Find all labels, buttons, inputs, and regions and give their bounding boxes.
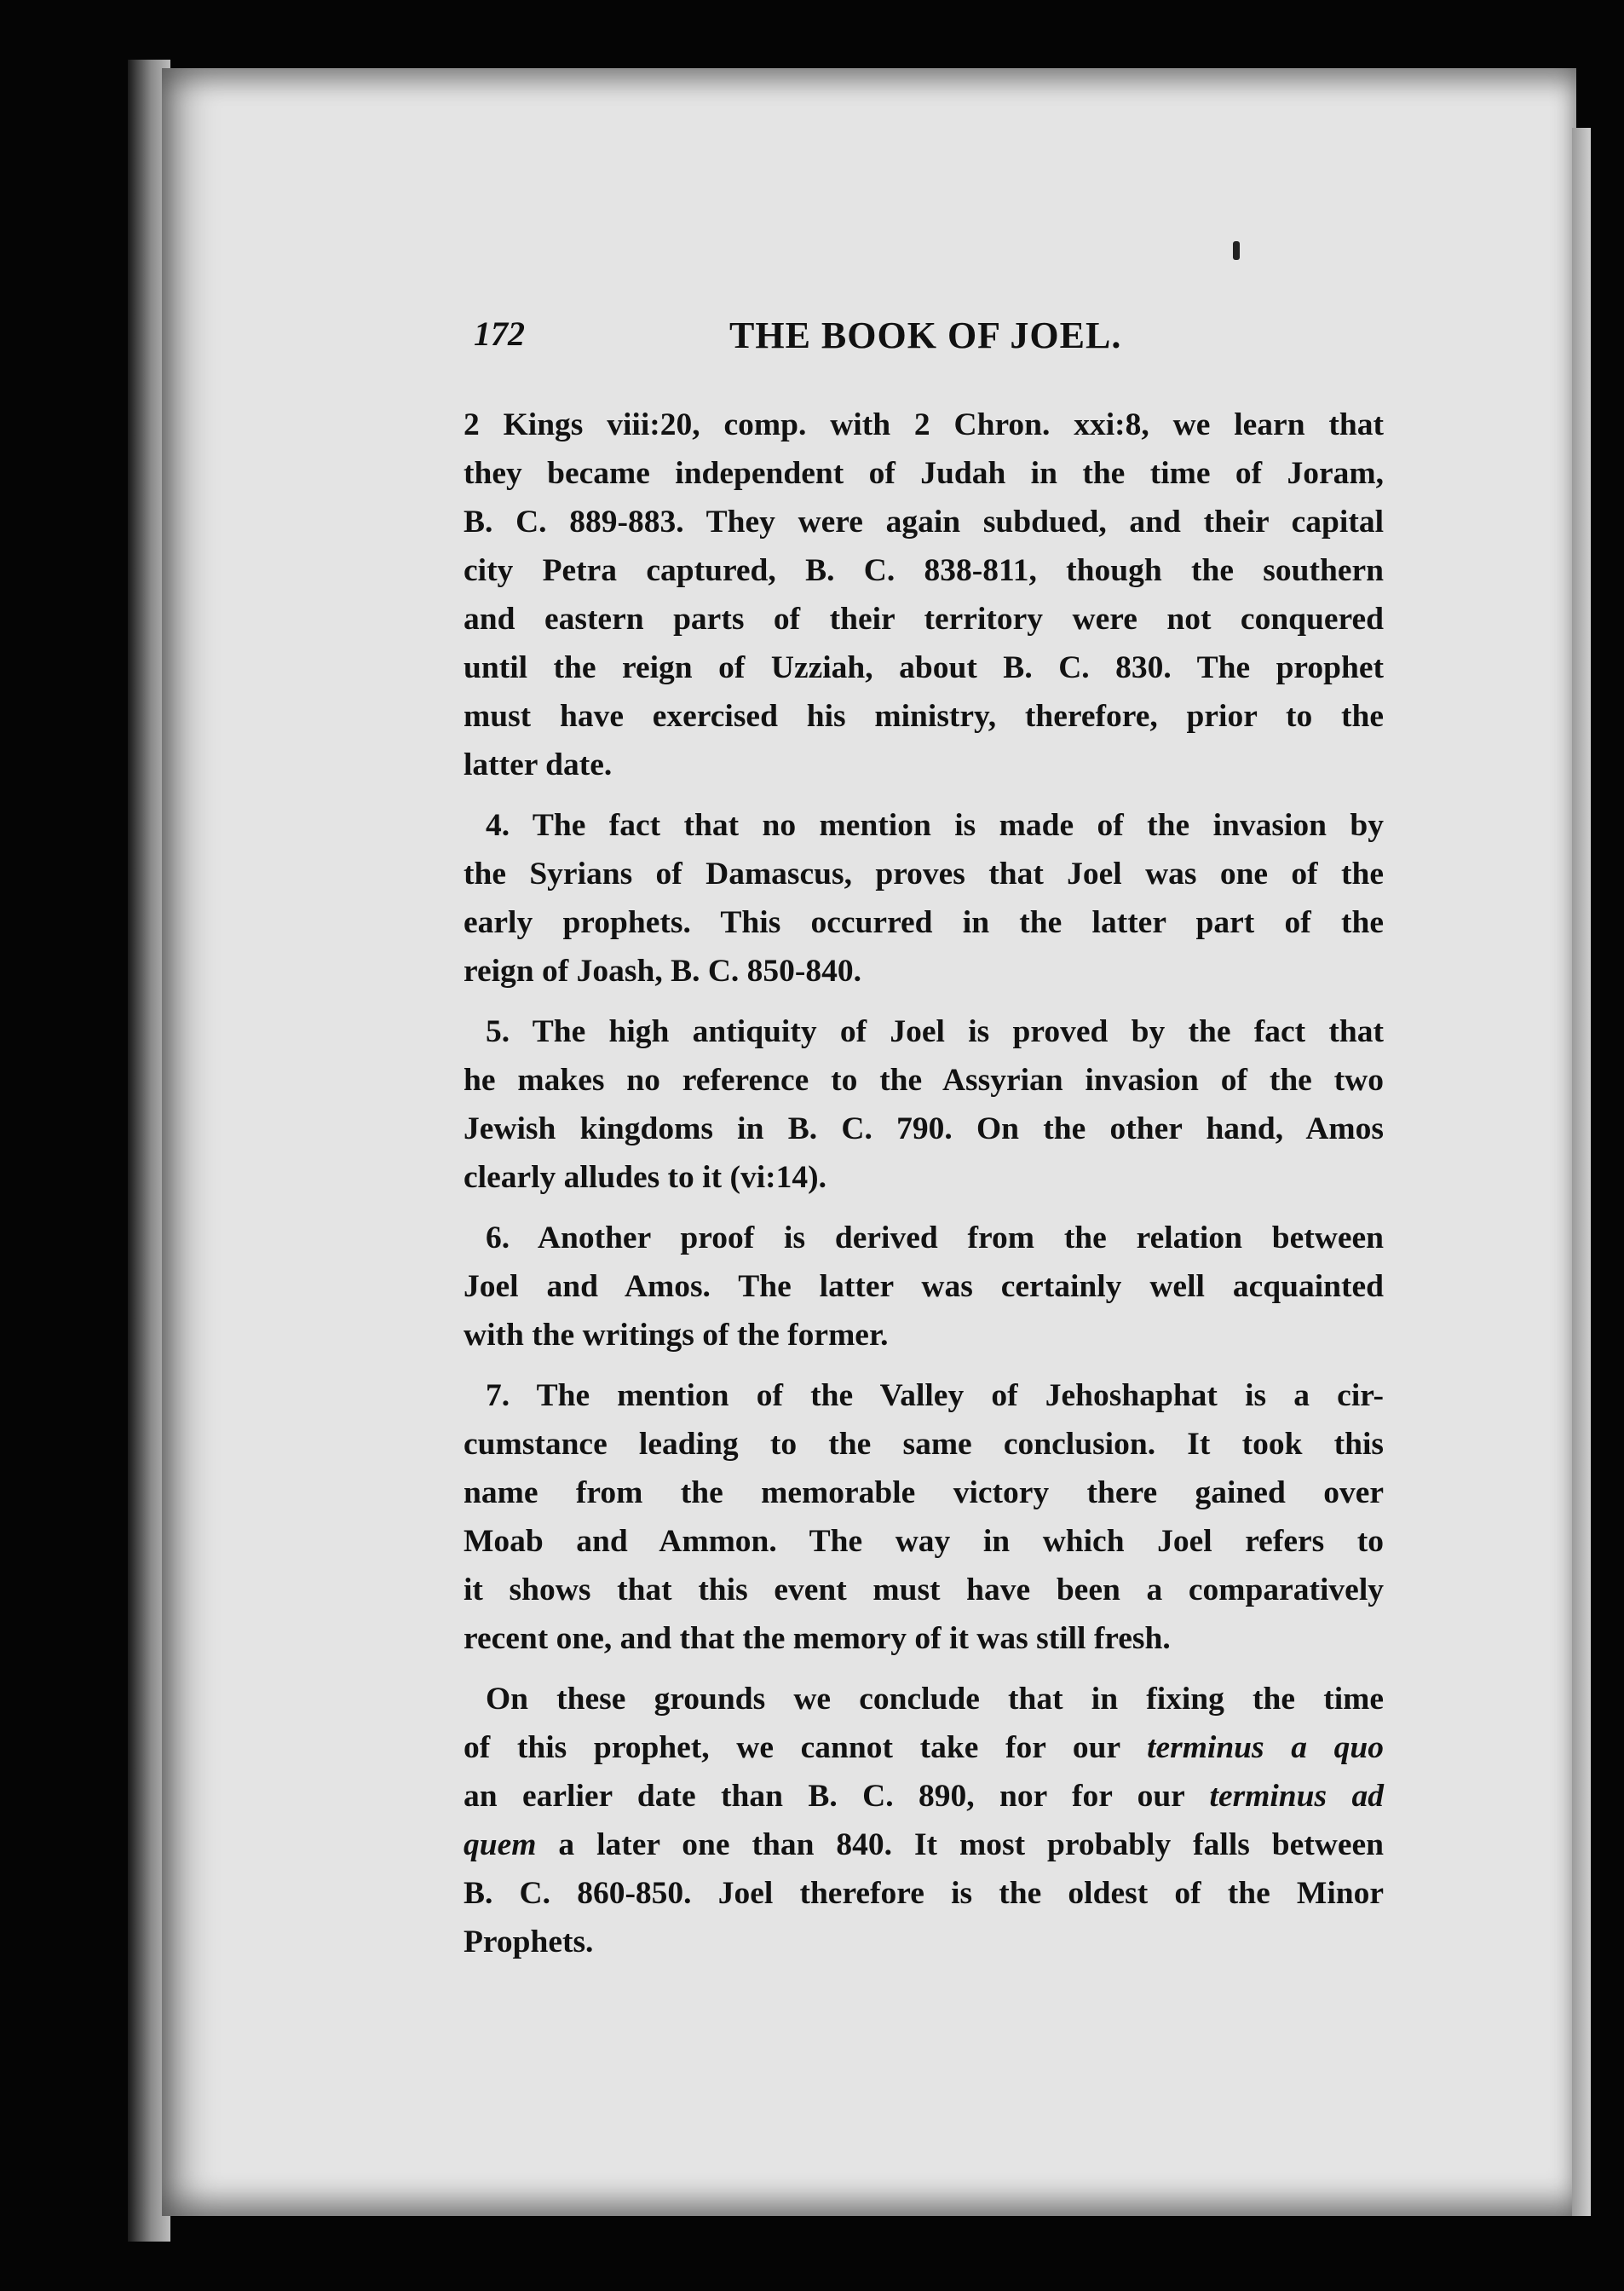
text-line xyxy=(464,1772,1384,1821)
paragraph-7 xyxy=(464,1371,1384,1663)
text-line: with the writings of the former. xyxy=(464,1318,889,1353)
body-text xyxy=(464,401,1384,1966)
page-right-edge xyxy=(1572,128,1591,2216)
paragraph-conclusion xyxy=(464,1675,1384,1966)
latin-term: quem xyxy=(464,1827,537,1862)
text-line: city Petra captured, B. C. 838-811, though the southern xyxy=(464,553,1384,588)
text-line: recent one, and that the memory of it was still fresh. xyxy=(464,1621,1171,1656)
text-line: B. C. 860-850. Joel therefore is the oldest of the Minor xyxy=(464,1876,1384,1911)
text-line: 6. Another proof is derived from the relation between xyxy=(486,1221,1384,1255)
text-line: they became independent of Judah in the time of Joram, xyxy=(464,456,1384,491)
text-line: B. C. 889-883. They were again subdued, and their capital xyxy=(464,505,1384,540)
text-line: 2 Kings viii:20, comp. with 2 Chron. xxi:8, we learn that xyxy=(464,407,1384,442)
running-head xyxy=(474,314,1385,373)
paragraph-4 xyxy=(464,801,1384,995)
latin-term: terminus ad xyxy=(1209,1779,1384,1814)
text-line xyxy=(464,1821,1384,1869)
text-run: of this prophet, we cannot take for our xyxy=(464,1730,1148,1765)
text-line xyxy=(464,1723,1384,1772)
text-line: and eastern parts of their territory were not conquered xyxy=(464,602,1384,637)
text-line: must have exercised his ministry, therefore, prior to the xyxy=(464,699,1384,734)
page-number: 172 xyxy=(474,315,525,353)
text-line: cumstance leading to the same conclusion. It took this xyxy=(464,1427,1384,1462)
text-line: On these grounds we conclude that in fixing the time xyxy=(486,1682,1384,1717)
latin-term: terminus a quo xyxy=(1147,1730,1385,1765)
text-run: a later one than 840. It most probably falls between xyxy=(536,1827,1384,1862)
text-line: name from the memorable victory there gained over xyxy=(464,1475,1384,1510)
paragraph-5 xyxy=(464,1007,1384,1202)
text-line: until the reign of Uzziah, about B. C. 830. The prophet xyxy=(464,650,1384,685)
text-line: latter date. xyxy=(464,747,613,782)
text-line: 4. The fact that no mention is made of the invasion by xyxy=(486,808,1384,843)
text-line: Joel and Amos. The latter was certainly well acquainted xyxy=(464,1269,1384,1304)
text-line: the Syrians of Damascus, proves that Joel was one of the xyxy=(464,857,1384,892)
text-line: Moab and Ammon. The way in which Joel refers to xyxy=(464,1524,1384,1559)
text-line: reign of Joash, B. C. 850-840. xyxy=(464,954,862,989)
text-line: Prophets. xyxy=(464,1925,594,1959)
text-line: Jewish kingdoms in B. C. 790. On the other hand, Amos xyxy=(464,1111,1384,1146)
paragraph-1 xyxy=(464,401,1384,789)
text-line: 5. The high antiquity of Joel is proved by the fact that xyxy=(486,1014,1384,1049)
text-line: early prophets. This occurred in the latter part of the xyxy=(464,905,1384,940)
ink-mark xyxy=(1233,241,1240,260)
paragraph-6 xyxy=(464,1214,1384,1359)
page-title: THE BOOK OF JOEL. xyxy=(729,315,1122,356)
text-line: 7. The mention of the Valley of Jehoshaphat is a cir- xyxy=(486,1378,1384,1413)
text-line: he makes no reference to the Assyrian invasion of the two xyxy=(464,1063,1384,1098)
text-run: an earlier date than B. C. 890, nor for our xyxy=(464,1779,1210,1814)
text-line: it shows that this event must have been a comparatively xyxy=(464,1573,1384,1607)
text-line: clearly alludes to it (vi:14). xyxy=(464,1160,826,1195)
